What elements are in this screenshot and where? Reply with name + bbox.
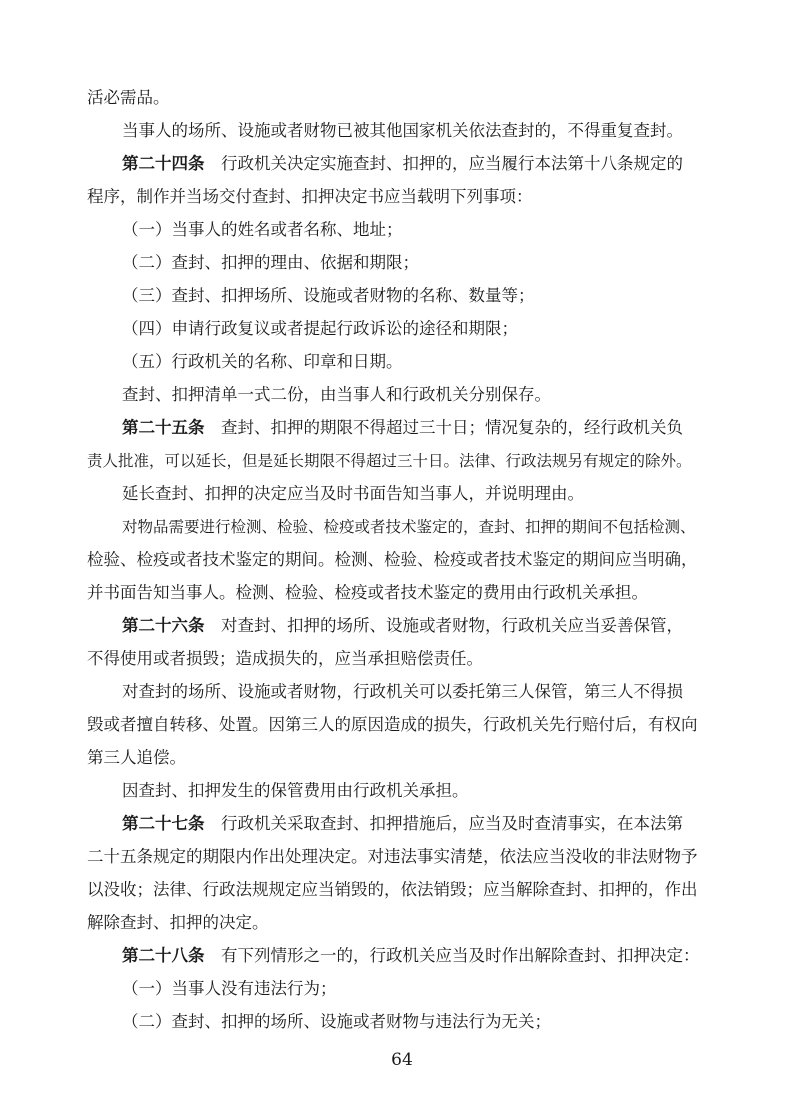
text-line: 对查封的场所、设施或者财物，行政机关可以委托第三人保管，第三人不得损 bbox=[122, 682, 683, 701]
text-line: 检验、检疫或者技术鉴定的期间。检测、检验、检疫或者技术鉴定的期间应当明确， bbox=[87, 550, 698, 569]
text-line: 延长查封、扣押的决定应当及时书面告知当事人，并说明理由。 bbox=[122, 484, 584, 503]
text-line: 第三人追偿。 bbox=[87, 748, 186, 767]
article-number: 第二十八条 bbox=[122, 946, 205, 965]
list-item: （二）查封、扣押的理由、依据和期限； bbox=[122, 253, 419, 272]
article-heading-line: 第二十六条 对查封、扣押的场所、设施或者财物，行政机关应当妥善保管， bbox=[122, 616, 683, 635]
text-line: 程序，制作并当场交付查封、扣押决定书应当载明下列事项： bbox=[87, 187, 533, 206]
text-line: 当事人的场所、设施或者财物已被其他国家机关依法查封的，不得重复查封。 bbox=[122, 121, 683, 140]
text-line: 对物品需要进行检测、检验、检疫或者技术鉴定的，查封、扣押的期间不包括检测、 bbox=[122, 518, 696, 536]
article-heading-line: 第二十四条 行政机关决定实施查封、扣押的，应当履行本法第十八条规定的 bbox=[122, 154, 683, 173]
list-item: （一）当事人的姓名或者名称、地址； bbox=[122, 220, 403, 239]
text-line: 毁或者擅自转移、处置。因第三人的原因造成的损失，行政机关先行赔付后，有权向 bbox=[87, 715, 698, 734]
list-item: （一）当事人没有违法行为； bbox=[122, 979, 337, 998]
article-number: 第二十五条 bbox=[122, 418, 205, 437]
article-number: 第二十四条 bbox=[122, 154, 205, 173]
text-line: 活必需品。 bbox=[87, 88, 170, 107]
text-line: 二十五条规定的期限内作出处理决定。对违法事实清楚，依法应当没收的非法财物予 bbox=[87, 847, 698, 866]
text-line: 以没收；法律、行政法规规定应当销毁的，依法销毁；应当解除查封、扣押的，作出 bbox=[87, 880, 698, 899]
text-line: 因查封、扣押发生的保管费用由行政机关承担。 bbox=[122, 781, 469, 800]
list-item: （二）查封、扣押的场所、设施或者财物与违法行为无关； bbox=[122, 1012, 551, 1031]
text-line: 查封、扣押清单一式二份，由当事人和行政机关分别保存。 bbox=[122, 385, 551, 404]
page-number: 64 bbox=[391, 1050, 413, 1070]
article-heading-line: 第二十五条 查封、扣押的期限不得超过三十日；情况复杂的，经行政机关负 bbox=[122, 418, 683, 437]
list-item: （四）申请行政复议或者提起行政诉讼的途径和期限； bbox=[122, 319, 518, 338]
text-line: 解除查封、扣押的决定。 bbox=[87, 913, 269, 932]
text-line: 责人批准，可以延长，但是延长期限不得超过三十日。法律、行政法规另有规定的除外。 bbox=[87, 452, 692, 470]
article-number: 第二十六条 bbox=[122, 616, 205, 635]
article-heading-line: 第二十七条 行政机关采取查封、扣押措施后，应当及时查清事实，在本法第 bbox=[122, 814, 683, 833]
article-heading-line: 第二十八条 有下列情形之一的，行政机关应当及时作出解除查封、扣押决定： bbox=[122, 946, 700, 965]
list-item: （五）行政机关的名称、印章和日期。 bbox=[122, 352, 403, 371]
list-item: （三）查封、扣押场所、设施或者财物的名称、数量等； bbox=[122, 286, 535, 305]
article-number: 第二十七条 bbox=[122, 814, 205, 833]
text-line: 不得使用或者损毁；造成损失的，应当承担赔偿责任。 bbox=[87, 649, 483, 668]
text-line: 并书面告知当事人。检测、检验、检疫或者技术鉴定的费用由行政机关承担。 bbox=[87, 583, 648, 602]
